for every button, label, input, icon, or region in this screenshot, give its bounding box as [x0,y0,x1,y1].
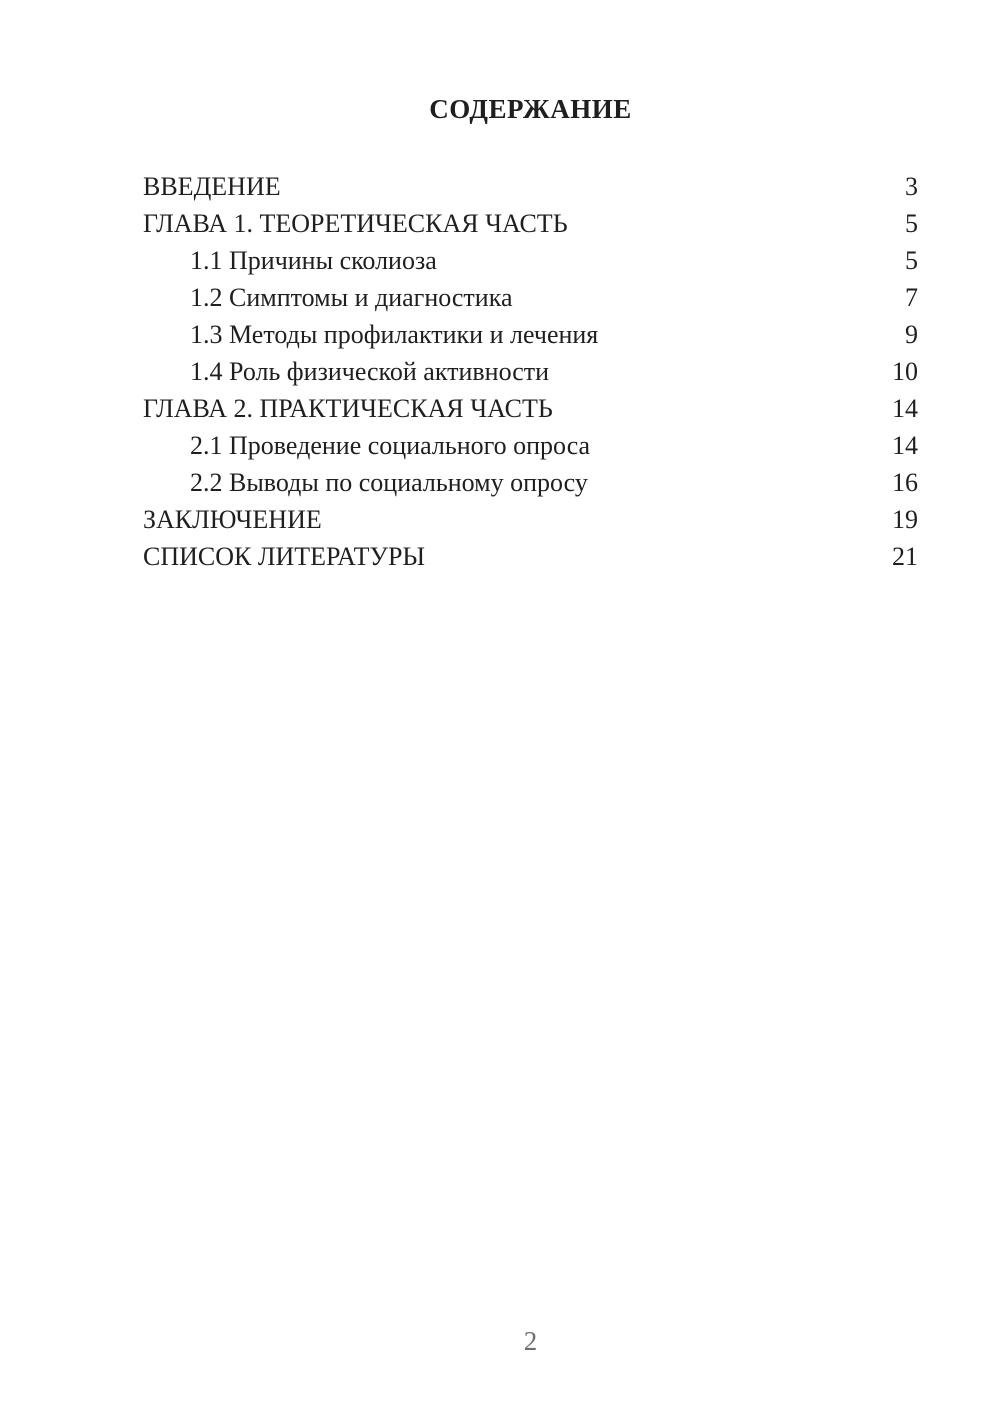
toc-entry-page-number: 16 [892,468,918,497]
toc-entry-label: 1.2 Симптомы и диагностика [190,283,513,312]
toc-entry-page-number: 14 [892,431,918,460]
toc-entry-page-number: 10 [892,357,918,386]
toc-entry-label: 1.3 Методы профилактики и лечения [190,320,599,349]
toc-entry-label: ГЛАВА 1. ТЕОРЕТИЧЕСКАЯ ЧАСТЬ [143,209,568,238]
toc-entry-page-number: 5 [905,209,918,238]
toc-entry-page-number: 9 [905,320,918,349]
toc-entry-page-number: 19 [892,505,918,534]
toc-section [143,92,918,575]
toc-entry [143,316,918,353]
toc-entry [143,501,918,538]
toc-entry [143,538,918,575]
toc-entry-page-number: 7 [905,283,918,312]
toc-entry-label: ЗАКЛЮЧЕНИЕ [143,505,322,534]
toc-entry-page-number: 3 [905,172,918,201]
toc-entry [143,427,918,464]
page-title: СОДЕРЖАНИЕ [429,94,632,124]
toc-entry [143,464,918,501]
toc-list [143,168,918,575]
toc-entry-page-number: 14 [892,394,918,423]
toc-entry-page-number: 5 [905,246,918,275]
toc-entry-label: 1.1 Причины сколиоза [190,246,437,275]
footer-page-number: 2 [523,1326,538,1356]
toc-entry-page-number: 21 [892,542,918,571]
toc-entry-label: ГЛАВА 2. ПРАКТИЧЕСКАЯ ЧАСТЬ [143,394,553,423]
toc-entry [143,205,918,242]
toc-entry [143,242,918,279]
toc-entry-label: ВВЕДЕНИЕ [143,172,281,201]
toc-entry [143,353,918,390]
toc-entry-label: СПИСОК ЛИТЕРАТУРЫ [143,542,426,571]
toc-entry [143,390,918,427]
toc-entry-label: 2.1 Проведение социального опроса [190,431,591,460]
toc-entry-label: 1.4 Роль физической активности [190,357,550,386]
toc-entry [143,279,918,316]
toc-entry [143,168,918,205]
toc-entry-label: 2.2 Выводы по социальному опросу [190,468,588,497]
